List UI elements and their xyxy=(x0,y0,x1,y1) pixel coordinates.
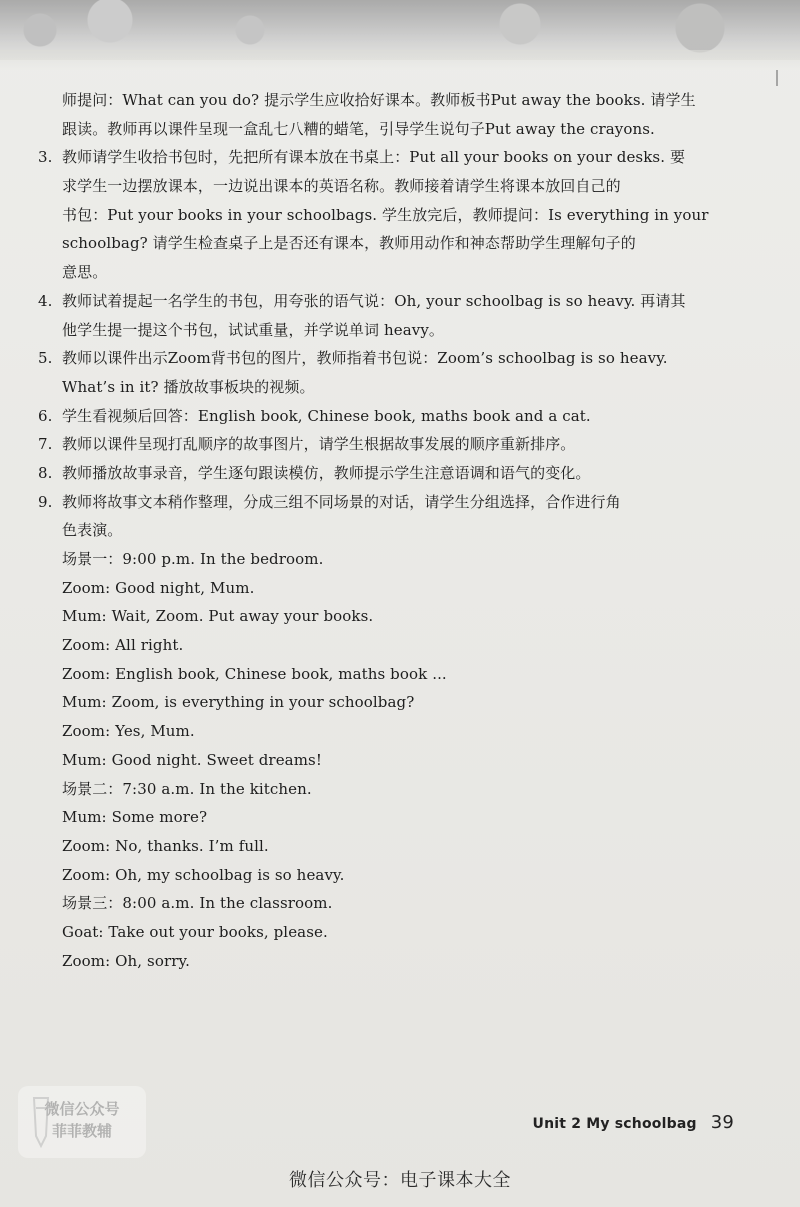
page-footer xyxy=(533,1112,734,1133)
list-number: 4. xyxy=(38,291,53,310)
text-line xyxy=(38,488,728,517)
text-line xyxy=(38,229,728,258)
watermark-line-2: 菲菲教辅 xyxy=(51,1122,112,1140)
pen-icon xyxy=(28,1096,54,1148)
text-line xyxy=(38,258,728,287)
dialog-line xyxy=(38,947,728,976)
dialog-line xyxy=(38,832,728,861)
line-text: 色表演。 xyxy=(62,521,123,540)
text-line xyxy=(38,201,728,230)
text-line xyxy=(38,143,728,172)
line-text: 书包：Put your books in your schoolbags. 学生放完后，教师提问：Is everything in your xyxy=(62,205,709,224)
dialog-line xyxy=(38,918,728,947)
line-text: 意思。 xyxy=(62,263,108,282)
line-text: 教师播放故事录音，学生逐句跟读模仿，教师提示学生注意语调和语气的变化。 xyxy=(62,463,591,482)
line-text: Mum: Good night. Sweet dreams! xyxy=(62,750,322,769)
corner-mark xyxy=(776,70,778,86)
dialog-line xyxy=(38,688,728,717)
line-text: 场景一：9:00 p.m. In the bedroom. xyxy=(62,550,324,568)
watermark-badge xyxy=(18,1086,146,1158)
line-text: What’s in it? 播放故事板块的视频。 xyxy=(62,377,315,396)
list-number: 3. xyxy=(38,148,53,167)
dialog-line xyxy=(38,574,728,603)
line-text: Zoom: Good night, Mum. xyxy=(62,578,255,597)
list-number: 6. xyxy=(38,406,53,425)
line-text: Zoom: Yes, Mum. xyxy=(62,722,195,741)
watermark-line-1: 微信公众号 xyxy=(44,1100,120,1118)
footer-unit-title: Unit 2 My schoolbag xyxy=(532,1116,697,1132)
list-number: 8. xyxy=(38,463,53,482)
line-text: 教师以课件呈现打乱顺序的故事图片，请学生根据故事发展的顺序重新排序。 xyxy=(62,435,576,454)
page-number: 39 xyxy=(710,1112,734,1133)
dialog-line xyxy=(38,602,728,631)
text-line xyxy=(38,344,728,373)
line-text: Zoom: No, thanks. I’m full. xyxy=(62,836,269,855)
list-number: 5. xyxy=(38,349,53,368)
dialog-line xyxy=(38,775,728,804)
dialog-line xyxy=(38,889,728,918)
dialog-line xyxy=(38,660,728,689)
line-text: 教师以课件出示Zoom背书包的图片，教师指着书包说：Zoom’s schoolbag is so heavy. xyxy=(62,349,668,368)
line-text: 他学生提一提这个书包，试试重量，并学说单词 heavy。 xyxy=(62,320,444,339)
header-fade xyxy=(0,50,800,70)
line-text: 求学生一边摆放课本，一边说出课本的英语名称。教师接着请学生将课本放回自己的 xyxy=(62,177,621,196)
text-line xyxy=(38,316,728,345)
text-line xyxy=(38,516,728,545)
line-text: 教师试着提起一名学生的书包，用夸张的语气说：Oh, your schoolbag is so heavy. 再请其 xyxy=(62,291,686,310)
line-text: Goat: Take out your books, please. xyxy=(62,922,328,941)
bottom-credit: 微信公众号：电子课本大全 xyxy=(289,1170,511,1191)
line-text: Zoom: All right. xyxy=(62,636,184,655)
text-line xyxy=(38,459,728,488)
dialog-line xyxy=(38,545,728,574)
line-text: Zoom: Oh, my schoolbag is so heavy. xyxy=(62,865,345,884)
line-text: 跟读。教师再以课件呈现一盒乱七八糟的蜡笔，引导学生说句子Put away the crayons. xyxy=(62,119,655,138)
text-line xyxy=(38,115,728,144)
document-body xyxy=(38,86,728,975)
text-line xyxy=(38,287,728,316)
line-text: 场景二：7:30 a.m. In the kitchen. xyxy=(62,779,312,798)
line-text: Mum: Wait, Zoom. Put away your books. xyxy=(62,607,374,626)
dialog-line xyxy=(38,861,728,890)
text-line xyxy=(38,430,728,459)
line-text: 场景三：8:00 a.m. In the classroom. xyxy=(62,894,333,913)
line-text: 教师请学生收拾书包时，先把所有课本放在书桌上：Put all your books on your desks. 要 xyxy=(62,148,686,167)
list-number: 9. xyxy=(38,492,53,511)
line-text: Zoom: English book, Chinese book, maths book ... xyxy=(62,664,447,683)
text-line xyxy=(38,172,728,201)
line-text: 师提问：What can you do? 提示学生应收拾好课本。教师板书Put away the books. 请学生 xyxy=(62,91,696,109)
line-text: 教师将故事文本稍作整理，分成三组不同场景的对话，请学生分组选择，合作进行角 xyxy=(62,492,621,511)
line-text: Mum: Some more? xyxy=(62,808,208,827)
line-text: 学生看视频后回答：English book, Chinese book, maths book and a cat. xyxy=(62,406,591,425)
text-line xyxy=(38,86,728,115)
text-line xyxy=(38,402,728,431)
line-text: Zoom: Oh, sorry. xyxy=(62,951,190,970)
list-number: 7. xyxy=(38,435,53,454)
text-line xyxy=(38,373,728,402)
dialog-line xyxy=(38,717,728,746)
line-text: Mum: Zoom, is everything in your schoolbag? xyxy=(62,693,415,712)
line-text: schoolbag? 请学生检查桌子上是否还有课本，教师用动作和神态帮助学生理解句子的 xyxy=(62,234,636,253)
dialog-line xyxy=(38,631,728,660)
dialog-line xyxy=(38,803,728,832)
dialog-line xyxy=(38,746,728,775)
